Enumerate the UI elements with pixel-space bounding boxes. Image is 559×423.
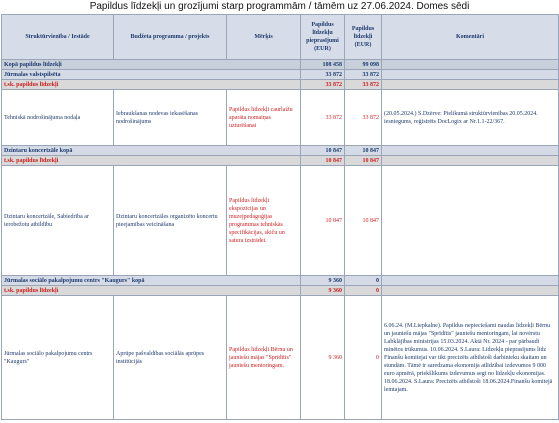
subtotal-comment xyxy=(382,286,559,296)
subtotal-row xyxy=(2,80,559,90)
subtotal-row xyxy=(2,286,559,296)
detail-comment: (20.05.2024.) S.Dzērve: Pielikumā struktūrvienības 20.05.2024. iesniegums, reģistrēts DocLogix ar Nr.1.1-22/367. xyxy=(382,90,559,146)
detail-program: Iebraukšanas nodevas iekasēšanas nodrošinājums xyxy=(114,90,227,146)
header-extra-funds: Papildus līdzekļu pieprasījumi (EUR) xyxy=(301,15,345,60)
group-row-dzintaru xyxy=(2,146,559,156)
subtotal-label: t.sk. papildus līdzekļi xyxy=(2,80,301,90)
detail-program: Dzintaru koncertzāles organizēto koncertu pieejamības veicināšana xyxy=(114,166,227,276)
header-program: Budžeta programma / projekts xyxy=(114,15,227,60)
group-extra: 10 847 xyxy=(301,146,345,156)
group-comment xyxy=(382,70,559,80)
header-approved: Papildus līdzekļi (EUR) xyxy=(345,15,382,60)
detail-approved: 33 872 xyxy=(345,90,382,146)
subtotal-label: t.sk. papildus līdzekļi xyxy=(2,156,301,166)
detail-row xyxy=(2,90,559,146)
detail-extra: 33 872 xyxy=(301,90,345,146)
subtotal-extra: 10 847 xyxy=(301,156,345,166)
subtotal-approved: 33 872 xyxy=(345,80,382,90)
header-purpose: Mērķis xyxy=(227,15,301,60)
detail-unit: Dzintaru koncertzāle, Sabiedrība ar ierobežotu atbildību xyxy=(2,166,114,276)
group-comment xyxy=(382,146,559,156)
group-comment xyxy=(382,276,559,286)
group-row-jurmala xyxy=(2,70,559,80)
group-extra: 33 872 xyxy=(301,70,345,80)
subtotal-comment xyxy=(382,156,559,166)
total-comment xyxy=(382,60,559,70)
detail-program: Aprūpe pašvaldības sociālās aprūpes institūcijās xyxy=(114,296,227,420)
detail-row xyxy=(2,166,559,276)
detail-approved: 0 xyxy=(345,296,382,420)
detail-approved: 10 847 xyxy=(345,166,382,276)
detail-unit: Tehniskā nodrošinājuma nodaļa xyxy=(2,90,114,146)
subtotal-row xyxy=(2,156,559,166)
header-unit: Struktūrvienība / Iestāde xyxy=(2,15,114,60)
subtotal-extra: 33 872 xyxy=(301,80,345,90)
document-title: Papildus līdzekļi un grozījumi starp programmām / tāmēm uz 27.06.2024. Domes sēdi xyxy=(89,1,470,12)
funds-table xyxy=(1,14,559,420)
group-label: Jūrmalas sociālo pakalpojumu centrs "Kaugurs" kopā xyxy=(2,276,301,286)
group-label: Dzintaru koncertzāle kopā xyxy=(2,146,301,156)
detail-comment xyxy=(382,166,559,276)
group-approved: 0 xyxy=(345,276,382,286)
subtotal-comment xyxy=(382,80,559,90)
group-approved: 10 847 xyxy=(345,146,382,156)
detail-purpose: Papildus līdzekļi caurlaižu aparāta nomaiņas uzturēšanai xyxy=(227,90,301,146)
detail-extra: 10 847 xyxy=(301,166,345,276)
detail-extra: 9 360 xyxy=(301,296,345,420)
header-row xyxy=(2,15,559,60)
total-row xyxy=(2,60,559,70)
subtotal-label: t.sk. papildus līdzekļi xyxy=(2,286,301,296)
header-comments: Komentāri xyxy=(382,15,559,60)
group-extra: 9 360 xyxy=(301,276,345,286)
subtotal-extra: 9 360 xyxy=(301,286,345,296)
detail-purpose: Papildus līdzekļi Bērnu un jauniešu mājas "Sprīdītis" jauniešu mentoringam. xyxy=(227,296,301,420)
detail-comment: 6.06.24. (M.Liepkalne). Papildus nepieciešami naudas līdzekļi Bērnu un jauniešu mājas "Sprīdītis" jauniešu mentoringam, lai novērstu Labklājības ministrijas 15.03.2024. Aktā Nr. 2024 - par pārbaudī minētos trūkumus. 10.06.2024. S.Laura: Līdzekļu pieprasījums līdz Finanšu komitejai var tikt precizēts atbilstoši darbinieku skaitam un stundām. Tāmē ir saredzama ekonomija atlīdzībai izdevumos 9 000 euro apmērā, priekšlikums izdevumus segt no līdzekļu ekonomijas. 18.06.2024. S.Laura: Precizēts atbilstoši 18.06.2024.Finanšu komitejā lemtajam. xyxy=(382,296,559,420)
total-approved: 99 098 xyxy=(345,60,382,70)
group-label: Jūrmalas valstspilsēta xyxy=(2,70,301,80)
total-label: Kopā papildus līdzekļi xyxy=(2,60,301,70)
detail-unit: Jūrmalas sociālo pakalpojumu centrs "Kaugurs" xyxy=(2,296,114,420)
detail-purpose: Papildus līdzekļi ekspozīcijas un muzejpedagoģijas programmas tehniskās specifikācijas, skiču un satura izstrādei. xyxy=(227,166,301,276)
subtotal-approved: 10 847 xyxy=(345,156,382,166)
group-approved: 33 872 xyxy=(345,70,382,80)
group-row-kaugurs xyxy=(2,276,559,286)
total-extra: 108 458 xyxy=(301,60,345,70)
detail-row xyxy=(2,296,559,420)
subtotal-approved: 0 xyxy=(345,286,382,296)
